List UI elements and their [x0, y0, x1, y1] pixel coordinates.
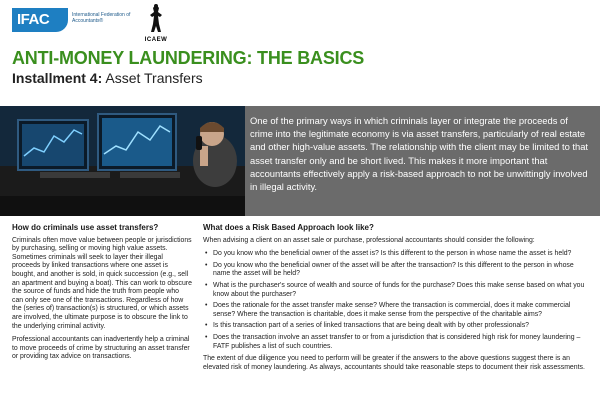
risk-question-list [203, 250, 591, 351]
right-column [203, 224, 591, 377]
list-item: • Does the transaction involve an asset transfer to or from a jurisdiction that is considered high risk for money laundering – FATF publishes a list of such countries. [203, 334, 591, 351]
list-item: • Do you know who the beneficial owner of the asset will be after the transaction? Is this different to the person in whose name the asset will be held? [203, 262, 591, 279]
hero-summary: One of the primary ways in which criminals layer or integrate the proceeds of crime into the legitimate economy is via asset transfers, particularly of real estate and other high-value assets. The relationship with the client may be limited to that asset transfer only and be short lived. This makes it more important that accountants effectively apply a risk-based approach to not be unwittingly involved in illegal activity. [250, 115, 589, 193]
hero-banner [0, 106, 600, 216]
left-heading: How do criminals use asset transfers? [12, 223, 159, 232]
list-item: • Does the rationale for the asset transfer make sense? Where the transaction is commercial, does it make commercial sense? Where the transaction is charitable, does it make sense from the perspective of the charitable aims? [203, 302, 591, 319]
right-heading: What does a Risk Based Approach look like? [203, 223, 374, 232]
list-item: • Do you know who the beneficial owner of the asset is? Is this different to the person in whose name the asset is held? [203, 250, 591, 259]
left-paragraph-2: Professional accountants can inadvertently help a criminal to move proceeds of crime by structuring an asset transfer or providing tax advice on transactions. [12, 336, 190, 361]
installment-label: Installment 4: [12, 70, 103, 86]
right-intro: When advising a client on an asset sale or purchase, professional accountants should consider the following: [203, 236, 535, 244]
page-subtitle [12, 70, 203, 86]
list-item: • Is this transaction part of a series of linked transactions that are being dealt with by other professionals? [203, 322, 591, 331]
icaew-logo [140, 2, 172, 43]
logo-bar [12, 6, 132, 42]
topic-label: Asset Transfers [105, 70, 203, 86]
left-column [12, 224, 192, 367]
list-item: • What is the purchaser's source of wealth and source of funds for the purchase? Does this make sense based on what you know about the purchaser? [203, 282, 591, 299]
icaew-crest-icon [145, 2, 167, 36]
ifac-name: International Federation of Accountants® [72, 12, 131, 24]
ifac-logo: IFAC [12, 8, 68, 32]
icaew-label: ICAEW [144, 37, 168, 43]
page-title: ANTI-MONEY LAUNDERING: THE BASICS [12, 48, 365, 68]
office-workstation-illustration [0, 106, 245, 216]
hero-photo [0, 106, 245, 216]
left-paragraph-1: Criminals often move value between people or jurisdictions by purchasing, selling or moving high value assets. Sometimes criminals will seek to layer their illegal proceeds by linked transactions where one asset is bought, and another is sold, in quick succession (e.g., sell an apartment and buying a boat). This can work to obscure the source of funds and hide the truth from people who can only see one of the transactions. Regardless of how the (series of) transaction(s) is structured, or which assets are involved, the ultimate purpose is to obscure the link to the underlying criminal activity. [12, 236, 192, 330]
right-closing: The extent of due diligence you need to perform will be greater if the answers to the above questions suggest there is an elevated risk of money laundering. As always, accountants should take reasonable steps to document their risk assessments. [203, 355, 585, 371]
